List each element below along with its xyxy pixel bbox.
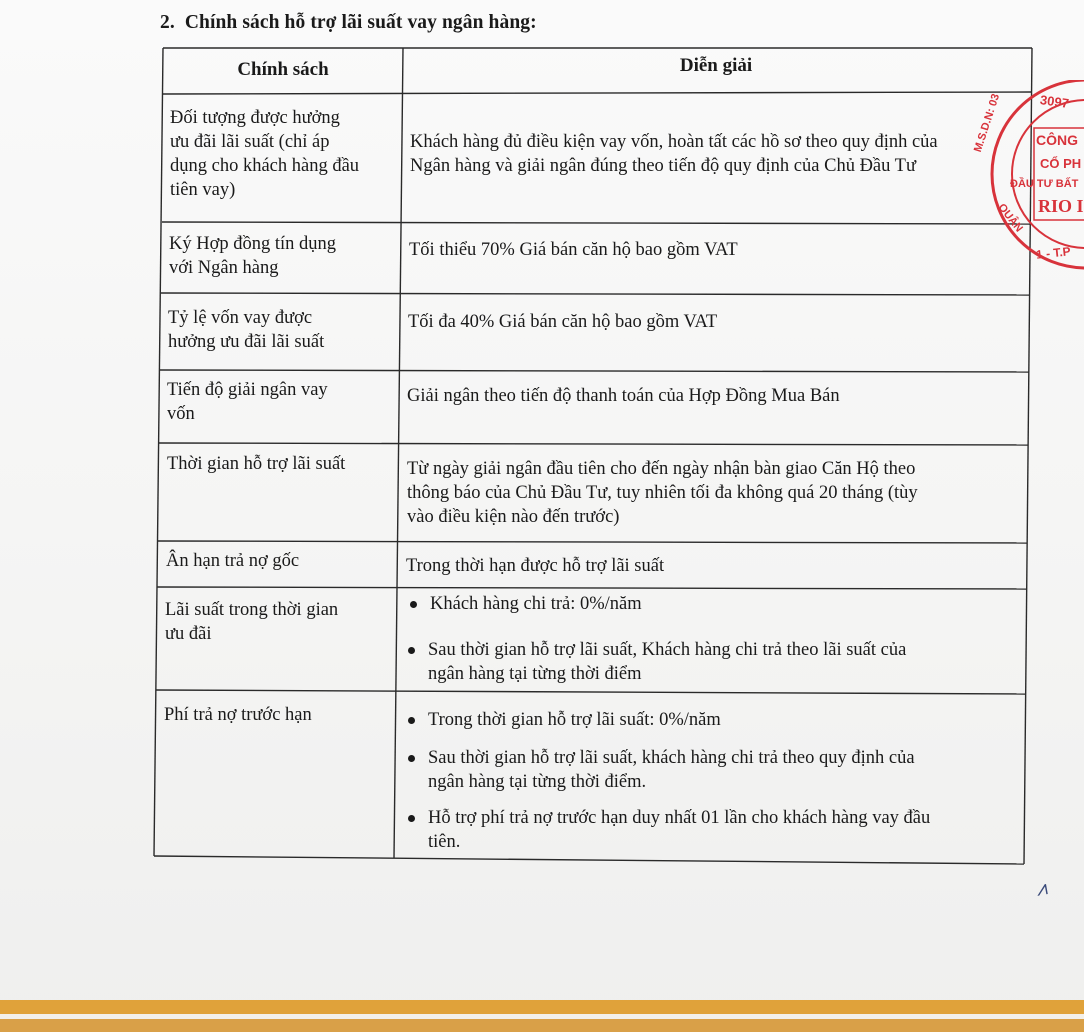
margin-initial-mark: ⩘ xyxy=(1034,875,1050,901)
bullet-line: tiên. xyxy=(428,832,461,852)
grid-line xyxy=(163,92,1032,94)
policy-line: Tỷ lệ vốn vay được xyxy=(168,308,313,328)
detail-line: Tối đa 40% Giá bán căn hộ bao gồm VAT xyxy=(408,312,718,332)
section-number: 2. xyxy=(160,12,175,33)
policy-line: Ân hạn trả nợ gốc xyxy=(166,551,300,571)
policy-cell xyxy=(169,232,397,280)
bullet-line: Sau thời gian hỗ trợ lãi suất, Khách hàng chi trả theo lãi suất của xyxy=(428,640,907,660)
grid-line xyxy=(161,293,1030,295)
bullet-dot xyxy=(408,755,415,762)
bullet-item xyxy=(428,806,1018,854)
bullet-line: Khách hàng chi trả: 0%/năm xyxy=(430,594,642,614)
detail-line: vào điều kiện nào đến trước) xyxy=(407,507,620,527)
stamp-text: ĐẦU TƯ BẤT xyxy=(1010,178,1079,190)
grid-line xyxy=(154,856,1024,864)
policy-line: tiên vay) xyxy=(170,180,236,200)
bullet-line: ngân hàng tại từng thời điểm. xyxy=(428,772,647,792)
policy-line: dụng cho khách hàng đầu xyxy=(170,156,360,176)
detail-cell xyxy=(409,238,1019,262)
bullet-line: Trong thời gian hỗ trợ lãi suất: 0%/năm xyxy=(428,710,721,730)
policy-cell xyxy=(167,452,395,476)
policy-line: Tiến độ giải ngân vay xyxy=(167,380,328,400)
stamp-text: M.S.D.N: 03 xyxy=(972,92,1003,154)
detail-line: Khách hàng đủ điều kiện vay vốn, hoàn tất các hồ sơ theo quy định của xyxy=(410,132,938,152)
header-policy: Chính sách xyxy=(237,59,329,80)
bullet-line: Hỗ trợ phí trả nợ trước hạn duy nhất 01 lần cho khách hàng vay đầu xyxy=(428,808,931,828)
policy-line: hưởng ưu đãi lãi suất xyxy=(168,332,325,352)
section-title: Chính sách hỗ trợ lãi suất vay ngân hàng: xyxy=(184,12,537,33)
policy-line: với Ngân hàng xyxy=(169,258,279,278)
policy-cell xyxy=(170,106,398,202)
bullet-dot xyxy=(408,815,415,822)
footer-stripe xyxy=(0,1000,1084,1014)
grid-line xyxy=(159,443,1028,445)
stamp-text: 1 - T.P xyxy=(1035,244,1072,262)
grid-line xyxy=(158,541,1027,543)
policy-cell xyxy=(168,306,396,354)
policy-line: Đối tượng được hưởng xyxy=(170,108,340,128)
bullet-dot xyxy=(408,717,415,724)
detail-line: Ngân hàng và giải ngân đúng theo tiến độ quy định của Chủ Đầu Tư xyxy=(410,156,917,176)
bullet-line: Sau thời gian hỗ trợ lãi suất, khách hàng chi trả theo quy định của xyxy=(428,748,915,768)
policy-line: ưu đãi lãi suất (chỉ áp xyxy=(170,132,330,152)
footer-stripe xyxy=(0,1019,1084,1032)
policy-cell xyxy=(164,703,392,727)
detail-line: Trong thời hạn được hỗ trợ lãi suất xyxy=(406,556,665,576)
grid-line xyxy=(154,48,163,856)
bullet-item xyxy=(428,746,1018,794)
stamp-text: CỔ PH xyxy=(1040,156,1082,171)
bullet-dot xyxy=(408,647,415,654)
bullet-dot xyxy=(410,601,417,608)
detail-cell xyxy=(410,130,1028,178)
bullet-item xyxy=(430,592,1020,616)
grid-line xyxy=(156,690,1025,694)
footer-band xyxy=(0,1000,1084,1032)
stamp-text: QUẬN xyxy=(995,201,1025,235)
policy-cell xyxy=(166,549,394,573)
header-detail: Diễn giải xyxy=(679,55,753,76)
policy-line: Lãi suất trong thời gian xyxy=(165,600,339,620)
policy-line: Ký Hợp đồng tín dụng xyxy=(169,234,337,254)
company-stamp xyxy=(968,80,1084,280)
detail-cell xyxy=(406,554,1016,578)
grid-line xyxy=(160,370,1029,372)
detail-cell xyxy=(408,310,1018,334)
policy-cell xyxy=(165,598,393,646)
detail-cell xyxy=(407,457,1019,529)
bullet-item xyxy=(428,708,1018,732)
bullet-item xyxy=(428,638,1018,686)
detail-line: Tối thiểu 70% Giá bán căn hộ bao gồm VAT xyxy=(409,240,738,260)
policy-cell xyxy=(167,378,395,426)
policy-line: vốn xyxy=(167,404,195,424)
policy-line: Thời gian hỗ trợ lãi suất xyxy=(167,454,346,474)
detail-cell xyxy=(407,384,1017,408)
bullet-line: ngân hàng tại từng thời điểm xyxy=(428,664,642,684)
detail-line: thông báo của Chủ Đầu Tư, tuy nhiên tối đa không quá 20 tháng (tùy xyxy=(407,483,918,503)
stamp-text: RIO I xyxy=(1038,196,1084,216)
detail-line: Từ ngày giải ngân đầu tiên cho đến ngày nhận bàn giao Căn Hộ theo xyxy=(407,459,916,479)
stamp-text: 3097 xyxy=(1039,92,1070,111)
grid-line xyxy=(157,587,1026,589)
policy-line: Phí trả nợ trước hạn xyxy=(164,705,312,725)
detail-line: Giải ngân theo tiến độ thanh toán của Hợp Đồng Mua Bán xyxy=(407,386,840,406)
policy-line: ưu đãi xyxy=(165,624,212,644)
grid-line xyxy=(162,222,1030,224)
stamp-text: CÔNG xyxy=(1036,132,1078,148)
